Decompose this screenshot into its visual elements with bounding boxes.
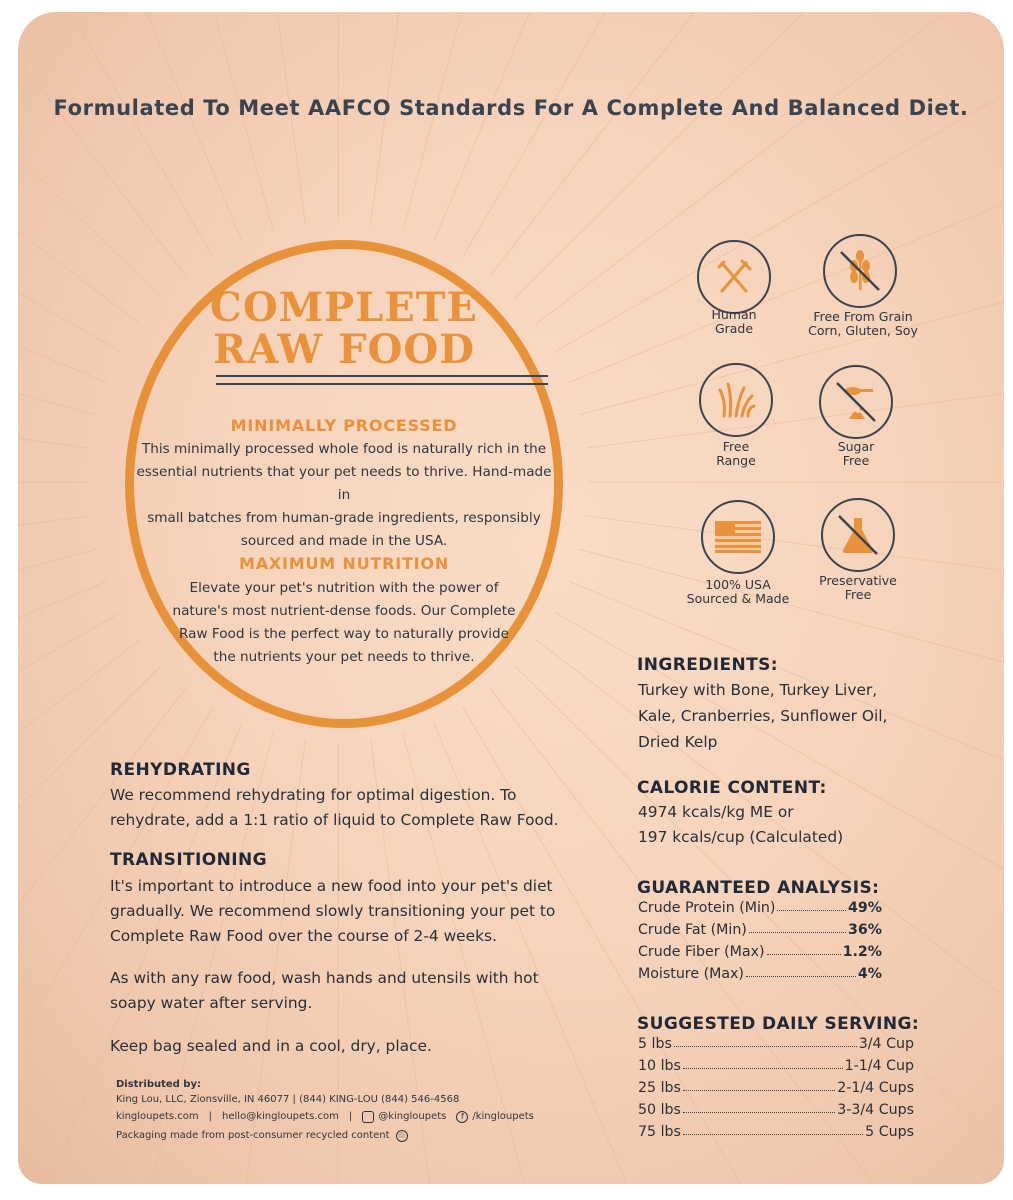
analysis-value: 36%: [848, 922, 882, 938]
leader-dots: [746, 976, 856, 977]
rehydrating-text: [110, 783, 559, 833]
minimally-processed-text: [134, 438, 554, 553]
distributor-contacts: [116, 1109, 534, 1125]
text-line: gradually. We recommend slowly transitioning your pet to: [110, 902, 556, 920]
text-line: Raw Food is the perfect way to naturally provide: [178, 626, 510, 642]
brand-rule-bottom: [216, 383, 548, 385]
badge-label-line: Preservative: [819, 573, 897, 588]
text-line: Kale, Cranberries, Sunflower Oil,: [638, 707, 888, 725]
analysis-value: 49%: [848, 900, 882, 916]
text-line: As with any raw food, wash hands and utensils with hot: [110, 969, 539, 987]
sunburst-ray: [18, 12, 213, 257]
badge-usa: [701, 500, 775, 574]
serving-row: [638, 1030, 914, 1052]
badge-preservative-free: [821, 498, 895, 572]
distributor-heading: Distributed by:: [116, 1079, 201, 1090]
grass-icon: [699, 363, 773, 437]
serving-row: [638, 1052, 914, 1074]
no-sugar-icon: [819, 365, 893, 439]
serving-heading: SUGGESTED DAILY SERVING:: [637, 1014, 920, 1034]
text-line: Dried Kelp: [638, 733, 718, 751]
text-line: essential nutrients that your pet needs to thrive. Hand-made in: [136, 464, 552, 503]
analysis-row: [638, 960, 882, 982]
text-line: soapy water after serving.: [110, 994, 313, 1012]
badge-label-line: Free: [844, 587, 872, 602]
leader-dots: [674, 1046, 857, 1047]
serving-table: [638, 1030, 914, 1140]
calorie-text: [638, 800, 843, 850]
no-grain-icon: [823, 234, 897, 308]
instagram-icon: [362, 1111, 374, 1123]
sunburst-ray: [18, 12, 242, 242]
badge-human-grade: [697, 240, 771, 314]
serving-amount: 3-3/4 Cups: [837, 1102, 914, 1118]
sunburst-ray: [18, 299, 90, 448]
no-preservative-icon: [821, 498, 895, 572]
serving-weight: 75 lbs: [638, 1124, 681, 1140]
sunburst-ray: [18, 581, 107, 1017]
badge-label-line: Grade: [714, 321, 754, 336]
text-line: This minimally processed whole food is naturally rich in the: [141, 441, 547, 457]
sunburst-ray: [18, 12, 121, 352]
text-line: We recommend rehydrating for optimal digestion. To: [110, 786, 517, 804]
serving-weight: 50 lbs: [638, 1102, 681, 1118]
text-line: Complete Raw Food over the course of 2-4 weeks.: [110, 927, 497, 945]
badge-human-grade-label: [669, 308, 799, 336]
analysis-label: Crude Fat (Min): [638, 922, 747, 938]
badge-label-line: Corn, Gluten, Soy: [808, 323, 918, 338]
packaging-text: Packaging made from post-consumer recycled content: [116, 1130, 390, 1141]
serving-amount: 1-1/4 Cup: [844, 1058, 914, 1074]
badge-free-range-label: [671, 440, 801, 468]
badge-sugar-free-label: [791, 440, 921, 468]
sunburst-ray: [18, 12, 186, 276]
separator: |: [208, 1111, 213, 1122]
leader-dots: [683, 1134, 863, 1135]
facebook-handle[interactable]: /kingloupets: [472, 1111, 534, 1122]
usa-flag-icon: [701, 500, 775, 574]
leader-dots: [683, 1090, 835, 1091]
serving-amount: 2-1/4 Cups: [837, 1080, 914, 1096]
leader-dots: [683, 1112, 835, 1113]
sunburst-ray: [18, 549, 97, 844]
sunburst-ray: [18, 516, 90, 665]
sunburst-ray: [18, 612, 121, 1182]
minimally-processed-heading: MINIMALLY PROCESSED: [230, 416, 458, 435]
badge-preservative-free-label: [793, 574, 923, 602]
text-line: 4974 kcals/kg ME or: [638, 803, 794, 821]
brand-title-line1: COMPLETE: [210, 284, 478, 331]
badge-label-line: Sugar: [837, 439, 875, 454]
rehydrating-heading: REHYDRATING: [110, 760, 251, 780]
storage-text: Keep bag sealed and in a cool, dry, place.: [110, 1037, 432, 1055]
leader-dots: [749, 932, 846, 933]
maximum-nutrition-text: [134, 577, 554, 669]
facebook-icon: f: [456, 1111, 468, 1123]
serving-weight: 10 lbs: [638, 1058, 681, 1074]
sunburst-ray: [403, 12, 701, 231]
sunburst-ray: [18, 12, 107, 383]
leader-dots: [767, 954, 841, 955]
badge-free-range: [699, 363, 773, 437]
aafco-statement: Formulated To Meet AAFCO Standards For A Complete And Balanced Diet.: [53, 96, 969, 120]
wash-hands-text: [110, 966, 539, 1016]
brand-title-line2: RAW FOOD: [213, 326, 475, 373]
ingredients-heading: INGREDIENTS:: [637, 655, 778, 675]
badge-label-line: Human: [711, 307, 757, 322]
text-line: rehydrate, add a 1:1 ratio of liquid to Complete Raw Food.: [110, 811, 559, 829]
badge-label-line: Free From Grain: [813, 309, 913, 324]
analysis-heading: GUARANTEED ANALYSIS:: [637, 878, 880, 898]
text-line: 197 kcals/cup (Calculated): [638, 828, 844, 846]
sunburst-ray: [490, 12, 1004, 276]
packaging-note: [116, 1128, 408, 1144]
instagram-handle[interactable]: @kingloupets: [378, 1111, 447, 1122]
serving-weight: 5 lbs: [638, 1036, 672, 1052]
website-link[interactable]: kingloupets.com: [116, 1111, 199, 1122]
sunburst-ray: [18, 12, 140, 324]
badge-label-line: Range: [716, 453, 756, 468]
product-bag: [18, 12, 1004, 1184]
separator: |: [348, 1111, 353, 1122]
text-line: small batches from human-grade ingredients, responsibly: [147, 510, 541, 526]
text-line: It's important to introduce a new food into your pet's diet: [110, 877, 553, 895]
text-line: nature's most nutrient-dense foods. Our Complete: [172, 603, 516, 619]
analysis-table: [638, 894, 882, 982]
transitioning-text: [110, 874, 555, 949]
maximum-nutrition-heading: MAXIMUM NUTRITION: [238, 554, 450, 573]
brand-rule-top: [216, 375, 548, 377]
serving-row: [638, 1118, 914, 1140]
analysis-row: [638, 938, 882, 960]
sunburst-ray: [18, 120, 97, 415]
calorie-heading: CALORIE CONTENT:: [637, 778, 827, 798]
badge-label-line: Free: [842, 453, 870, 468]
email-link[interactable]: hello@kingloupets.com: [222, 1111, 339, 1122]
analysis-value: 1.2%: [842, 944, 882, 960]
fork-knife-icon: [697, 240, 771, 314]
badge-usa-label: [673, 578, 803, 606]
recycle-icon: ♲: [396, 1130, 408, 1142]
serving-row: [638, 1096, 914, 1118]
text-line: the nutrients your pet needs to thrive.: [213, 649, 475, 665]
badge-grain-free: [823, 234, 897, 308]
analysis-label: Moisture (Max): [638, 966, 744, 982]
sunburst-ray: [18, 12, 273, 231]
serving-row: [638, 1074, 914, 1096]
analysis-row: [638, 916, 882, 938]
serving-amount: 3/4 Cup: [858, 1036, 914, 1052]
sunburst-ray: [18, 12, 161, 298]
ingredients-list: [638, 677, 887, 755]
badge-label-line: Free: [722, 439, 750, 454]
badge-label-line: 100% USA: [705, 577, 771, 592]
serving-weight: 25 lbs: [638, 1080, 681, 1096]
serving-amount: 5 Cups: [865, 1124, 914, 1140]
sunburst-ray: [555, 12, 1004, 352]
analysis-label: Crude Protein (Min): [638, 900, 776, 916]
transitioning-heading: TRANSITIONING: [110, 850, 267, 870]
badge-grain-free-label: [793, 310, 933, 338]
leader-dots: [683, 1068, 843, 1069]
text-line: sourced and made in the USA.: [240, 533, 448, 549]
text-line: Elevate your pet's nutrition with the power of: [189, 580, 499, 596]
distributor-address: King Lou, LLC, Zionsville, IN 46077 | (844) KING-LOU (844) 546-4568: [116, 1094, 460, 1105]
badge-sugar-free: [819, 365, 893, 439]
analysis-label: Crude Fiber (Max): [638, 944, 765, 960]
sunburst-ray: [579, 120, 1004, 415]
text-line: Turkey with Bone, Turkey Liver,: [638, 681, 878, 699]
badge-label-line: Sourced & Made: [686, 591, 790, 606]
sunburst-ray: [463, 12, 1004, 257]
leader-dots: [777, 910, 846, 911]
analysis-row: [638, 894, 882, 916]
analysis-value: 4%: [857, 966, 882, 982]
